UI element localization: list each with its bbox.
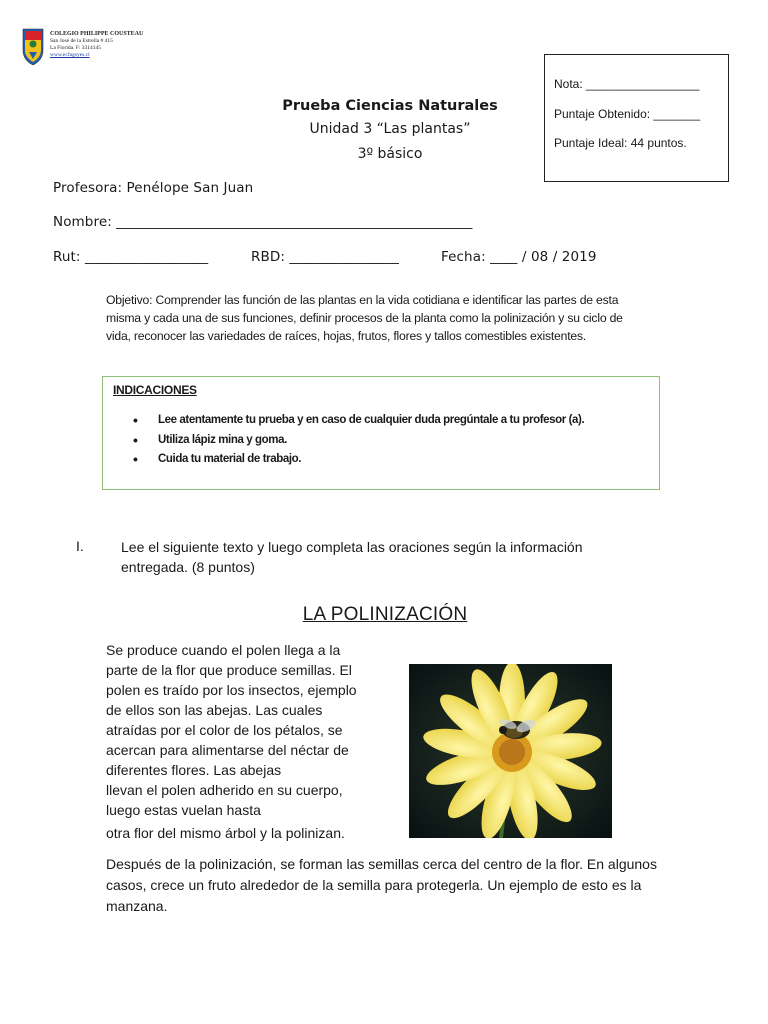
nombre-field[interactable]: Nombre: ____________________________________________________ <box>53 214 473 230</box>
paragraph-line: diferentes flores. Las abejas <box>106 762 282 778</box>
rut-field[interactable]: Rut: __________________ <box>53 249 209 265</box>
paragraph-line: luego estas vuelan hasta <box>106 802 261 818</box>
indications-box <box>102 376 660 490</box>
paragraph-line: otra flor del mismo árbol y la polinizan. <box>106 825 345 841</box>
puntaje-obtenido-field[interactable]: Puntaje Obtenido: _______ <box>554 107 701 121</box>
indication-item: • Cuida tu material de trabajo. <box>133 450 584 470</box>
indications-title: INDICACIONES <box>113 383 197 397</box>
exam-grade: 3º básico <box>357 146 423 162</box>
indication-item: • Lee atentamente tu prueba y en caso de cualquier duda pregúntale a tu profesor (a). <box>133 411 584 431</box>
reading-paragraph-2: Después de la polinización, se forman las semillas cerca del centro de la flor. En algunos casos, crece un fruto alrededor de la semilla para protegerla. Un ejemplo de esto es la manzana. <box>106 856 657 914</box>
paragraph-line: parte de la flor que produce semillas. El <box>106 662 352 678</box>
school-name: COLEGIO PHILIPPE COUSTEAU <box>50 31 144 37</box>
exam-unit: Unidad 3 “Las plantas” <box>309 121 471 137</box>
paragraph-line: de ellos son las abejas. Las cuales <box>106 702 323 718</box>
exam-title: Prueba Ciencias Naturales <box>282 98 498 114</box>
school-website: www.ecfagsyes.cl <box>50 52 90 58</box>
indication-item: • Utiliza lápiz mina y goma. <box>133 431 584 451</box>
objective-text: Objetivo: Comprender las función de las plantas en la vida cotidiana e identificar las partes de esta misma y cada una de sus funciones, definir procesos de la planta como la polinización y su ciclo de vida, reconocer las variedades de raíces, hojas, frutos, flores y tallos comestibles existentes. <box>106 293 623 344</box>
reading-paragraph-1 <box>106 640 357 820</box>
school-phone: La Florida. F: 3314145 <box>50 45 102 51</box>
exam-header <box>230 95 550 167</box>
reading-title: LA POLINIZACIÓN <box>302 604 468 625</box>
puntaje-ideal: Puntaje Ideal: 44 puntos. <box>554 136 687 150</box>
paragraph-line: llevan el polen adherido en su cuerpo, <box>106 782 343 798</box>
section-instruction: Lee el siguiente texto y luego completa las oraciones según la información entregada. (8 puntos) <box>121 539 583 575</box>
flower-bee-photo <box>409 664 612 838</box>
profesora-field: Profesora: Penélope San Juan <box>53 180 254 196</box>
section-number: I. <box>76 538 84 554</box>
school-info <box>50 31 143 59</box>
school-address: San José de la Estrella # 415 <box>50 38 113 44</box>
indications-list <box>133 411 584 470</box>
paragraph-line: atraídas por el color de los pétalos, se <box>106 722 343 738</box>
grade-box <box>544 54 729 182</box>
paragraph-line: acercan para alimentarse del néctar de <box>106 742 349 758</box>
nota-field[interactable]: Nota: _________________ <box>554 77 700 91</box>
school-logo <box>22 28 44 66</box>
paragraph-line: polen es traído por los insectos, ejemplo <box>106 682 357 698</box>
fecha-field[interactable]: Fecha: ____ / 08 / 2019 <box>441 249 597 265</box>
paragraph-line: Se produce cuando el polen llega a la <box>106 642 341 658</box>
rbd-field[interactable]: RBD: ________________ <box>251 249 399 265</box>
